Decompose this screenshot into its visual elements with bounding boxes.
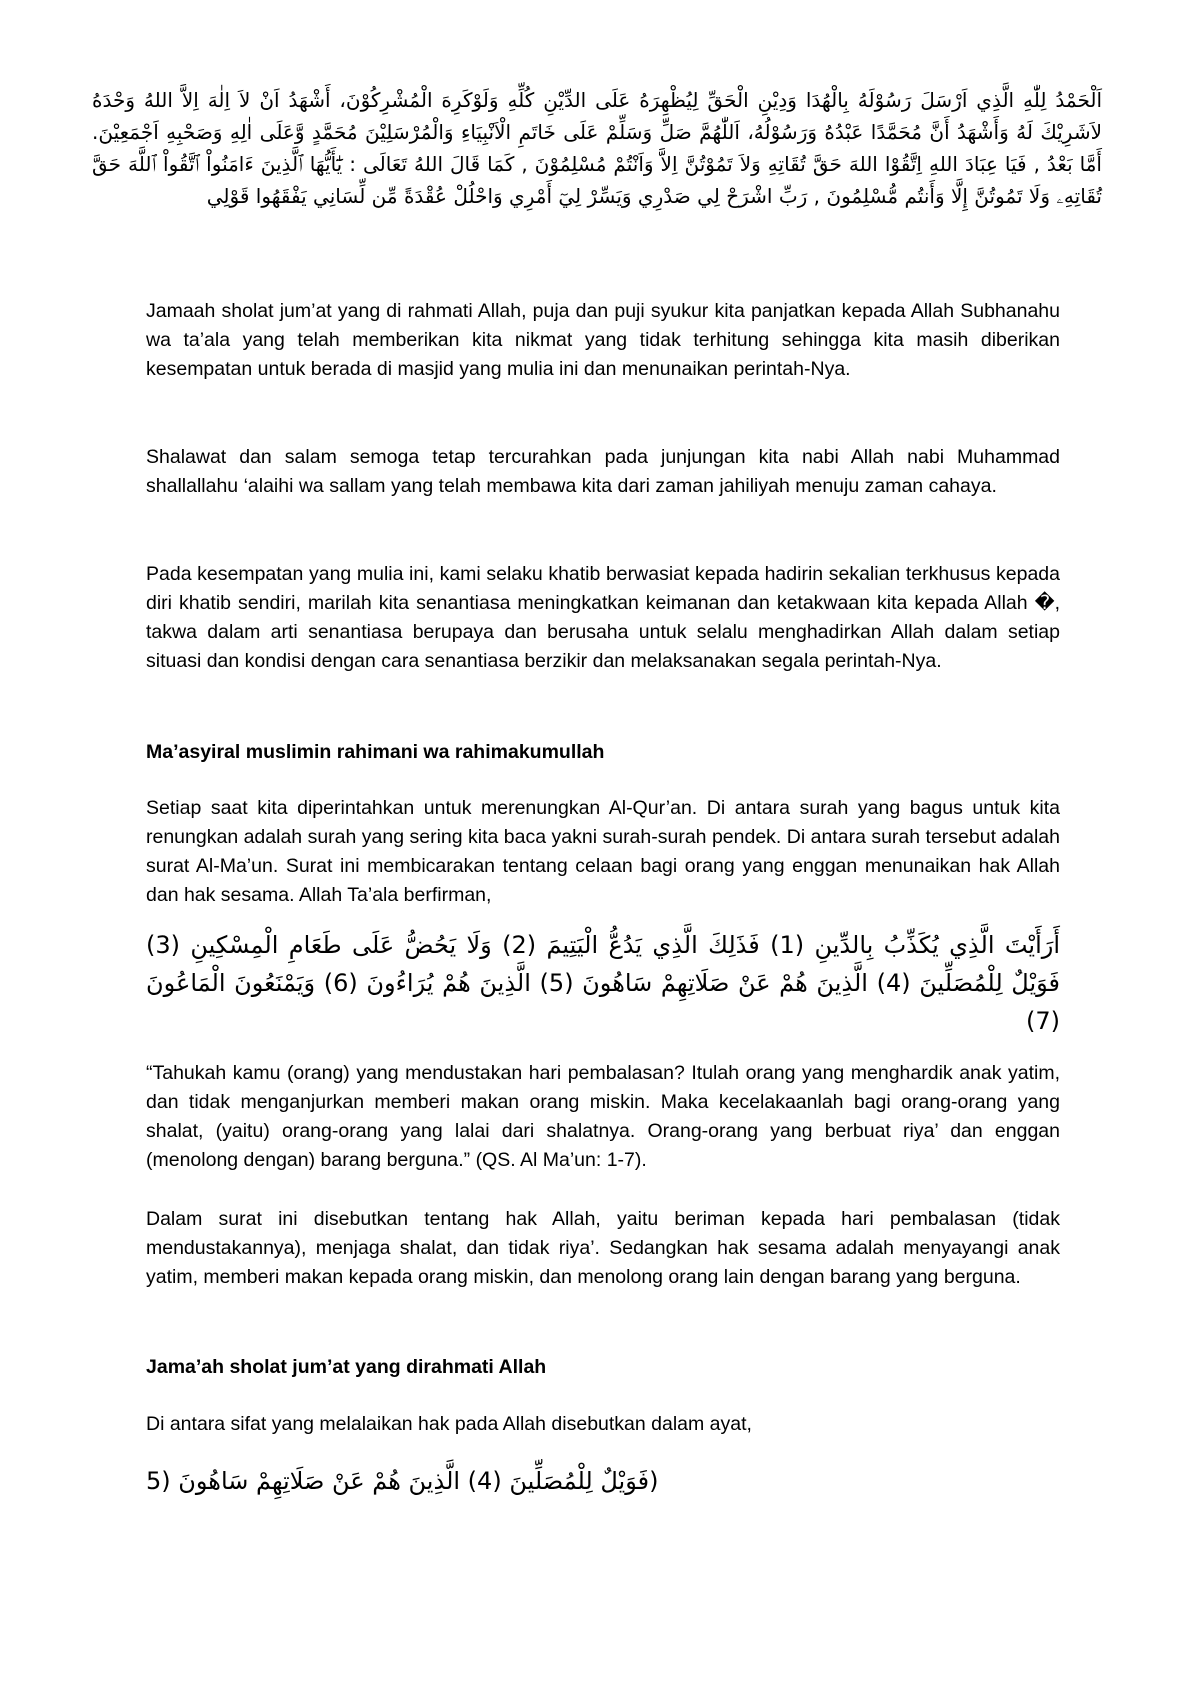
quran-verse-al-maun: أَرَأَيْتَ الَّذِي يُكَذِّبُ بِالدِّينِ (1) فَذَلِكَ الَّذِي يَدُعُّ الْيَتِيمَ (2) وَلَا يَحُضُّ عَلَى طَعَامِ الْمِسْكِينِ (3) فَوَيْلٌ لِلْمُصَلِّينَ (4) الَّذِينَ هُمْ عَنْ صَلَاتِهِمْ سَاهُونَ (5) الَّذِينَ هُمْ يُرَاءُونَ (6) وَيَمْنَعُونَ الْمَاعُونَ (7) — [146, 931, 1061, 1035]
section-heading-2: Jama’ah sholat jum’at yang dirahmati Allah — [146, 1356, 547, 1378]
section-heading-1: Ma’asyiral muslimin rahimani wa rahimakumullah — [146, 741, 605, 763]
paragraph-translation: “Tahukah kamu (orang) yang mendustakan hari pembalasan? Itulah orang yang menghardik anak yatim, dan tidak menganjurkan memberi makan orang miskin. Maka kecelakaanlah bagi orang-orang yang shalat, (yaitu) orang-orang yang lalai dari shalatnya. Orang-orang yang berbuat riya’ dan enggan (menolong dengan) barang berguna.” (QS. Al Ma’un: 1-7). — [146, 1062, 1060, 1171]
quran-verse-short: (فَوَيْلٌ لِلْمُصَلِّينَ (4) الَّذِينَ هُمْ عَنْ صَلَاتِهِمْ سَاهُونَ (5 — [146, 1467, 659, 1495]
paragraph-opening: Jamaah sholat jum’at yang di rahmati Allah, puja dan puji syukur kita panjatkan kepada Allah Subhanahu wa ta’ala yang telah memberikan kita nikmat yang tidak terhitung sehingga kita masih diberikan kesempatan untuk berada di masjid yang mulia ini dan menunaikan perintah-Nya. — [146, 300, 1060, 380]
paragraph-verse-intro: Di antara sifat yang melalaikan hak pada Allah disebutkan dalam ayat, — [146, 1413, 752, 1435]
paragraph-shalawat: Shalawat dan salam semoga tetap tercurahkan pada junjungan kita nabi Allah nabi Muhammad shallallahu ‘alaihi wa sallam yang telah membawa kita dari zaman jahiliyah menuju zaman cahaya. — [146, 446, 1060, 497]
paragraph-wasiat: Pada kesempatan yang mulia ini, kami selaku khatib berwasiat kepada hadirin sekalian terkhusus kepada diri khatib sendiri, marilah kita senantiasa meningkatkan keimanan dan ketakwaan kita kepada Allah �, takwa dalam arti senantiasa berupaya dan berusaha untuk selalu menghadirkan Allah dalam setiap situasi dan kondisi dengan cara senantiasa berzikir dan melaksanakan segala perintah-Nya. — [146, 563, 1060, 672]
arabic-opening-text: اَلْحَمْدُ لِلّٰهِ الَّذِي اَرْسَلَ رَسُوْلَهُ بِالْهُدَا وَدِيْنِ الْحَقِّ لِيُظْهِرَهُ عَلَى الدِّيْنِ كُلِّهِ وَلَوْكَرِهَ الْمُشْرِكُوْنَ، أَشْهَدُ اَنْ لاَ اِلٰهَ اِلاَّ اللهُ وَحْدَهُ لاَشَرِيْكَ لَهُ وَأَشْهَدُ أَنَّ مُحَمَّدًا عَبْدُهُ وَرَسُوْلُهُ، اَللّٰهُمَّ صَلِّ وَسَلِّمْ عَلَى خَاتَمِ الْاَنْبِيَاءِ وَالْمُرْسَلِيْنَ مُحَمَّدٍ وَّعَلَى اٰلِهِ وَصَحْبِهِ اَجْمَعِيْنَ. أَمَّا بَعْدُ , فَيَا عِبَادَ اللهِ اِتَّقُوْا اللهَ حَقَّ تُقَاتِهِ وَلاَ تَمُوْتُنَّ اِلاَّ وَاَنْتُمْ مُسْلِمُوْنَ , كَمَا قَالَ اللهُ تَعَالَى : يَٰٓأَيُّهَا ٱلَّذِينَ ءَامَنُواْ ٱتَّقُواْ ٱللَّهَ حَقَّ تُقَاتِهِۦ وَلَا تَمُوتُنَّ إِلَّا وَأَنتُم مُّسْلِمُونَ , رَبِّ اشْرَحْ لِي صَدْرِي وَيَسِّرْ لِيٓ أَمْرِي وَاحْلُلْ عُقْدَةً مِّن لِّسَانِي يَفْقَهُوا قَوْلِي — [92, 88, 1102, 208]
paragraph-al-maun-intro: Setiap saat kita diperintahkan untuk merenungkan Al-Qur’an. Di antara surah yang bagus untuk kita renungkan adalah surah yang sering kita baca yakni surah-surah pendek. Di antara surah tersebut adalah surat Al-Ma’un. Surat ini membicarakan tentang celaan bagi orang yang enggan menunaikan hak Allah dan hak sesama. Allah Ta’ala berfirman, — [146, 797, 1060, 906]
paragraph-explanation: Dalam surat ini disebutkan tentang hak Allah, yaitu beriman kepada hari pembalasan (tidak mendustakannya), menjaga shalat, dan tidak riya’. Sedangkan hak sesama adalah menyayangi anak yatim, memberi makan kepada orang miskin, dan menolong orang lain dengan barang yang berguna. — [146, 1208, 1060, 1288]
